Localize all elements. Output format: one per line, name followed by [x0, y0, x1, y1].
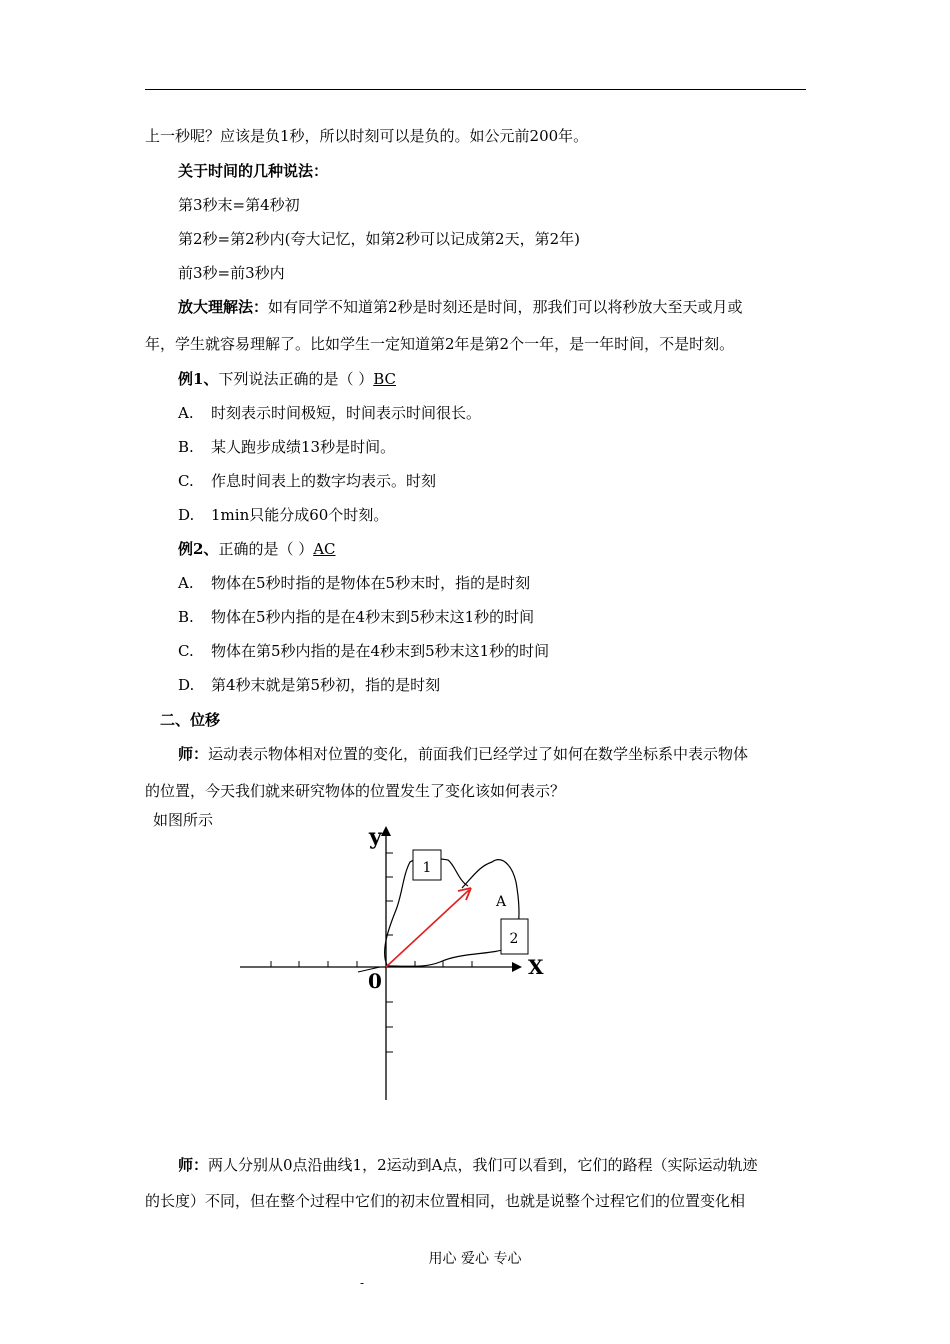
text-line: 的位置，今天我们就来研究物体的位置发生了变化该如何表示？ — [145, 782, 566, 800]
header-rule — [145, 89, 806, 90]
text-line: 上一秒呢？应该是负1秒，所以时刻可以是负的。如公元前200年。 — [145, 127, 589, 145]
paragraph-text: 两人分别从0点沿曲线1，2运动到A点，我们可以看到，它们的路程（实际运动轨迹 — [208, 1156, 758, 1174]
section-heading: 二、位移 — [160, 711, 221, 729]
option-item — [178, 437, 395, 457]
displacement-diagram — [230, 820, 550, 1105]
page-footer: 用心 爱心 专心 — [428, 1251, 522, 1267]
path-curve-2 — [387, 860, 519, 967]
figure-caption: 如图所示 — [153, 811, 214, 829]
method-label: 放大理解法： — [178, 298, 269, 316]
box-1-label: 1 — [422, 860, 432, 876]
paragraph-text: 运动表示物体相对位置的变化，前面我们已经学过了如何在数学坐标系中表示物体 — [208, 745, 749, 763]
option-key: A. — [178, 574, 194, 592]
option-item — [178, 471, 436, 491]
option-key: C. — [178, 642, 194, 660]
option-item — [178, 641, 549, 661]
option-key: A. — [178, 404, 194, 422]
option-text: 作息时间表上的数字均表示。时刻 — [211, 472, 437, 490]
option-text: 物体在5秒内指的是在4秒末到5秒末这1秒的时间 — [211, 608, 535, 626]
option-text: 时刻表示时间极短，时间表示时间很长。 — [211, 404, 482, 422]
option-item — [178, 607, 534, 627]
text-line: 的长度）不同，但在整个过程中它们的初末位置相同，也就是说整个过程它们的位置变化相 — [145, 1192, 746, 1210]
example-1-question — [178, 369, 396, 389]
section-subheading: 关于时间的几种说法： — [178, 162, 329, 180]
y-axis-label: y — [369, 824, 382, 850]
text-line — [178, 297, 743, 317]
option-key: B. — [178, 608, 194, 626]
example-label: 例1、 — [178, 370, 219, 388]
question-text: 正确的是（ ） — [218, 540, 314, 558]
option-item — [178, 403, 481, 423]
answer-text: AC — [313, 540, 336, 558]
option-key: D. — [178, 506, 195, 524]
option-text: 第4秒末就是第5秒初，指的是时刻 — [211, 676, 441, 694]
box-2-label: 2 — [509, 931, 519, 947]
option-key: B. — [178, 438, 194, 456]
option-text: 物体在第5秒内指的是在4秒末到5秒末这1秒的时间 — [211, 642, 550, 660]
option-text: 某人跑步成绩13秒是时间。 — [211, 438, 396, 456]
origin-label: 0 — [368, 969, 382, 993]
teacher-paragraph — [178, 744, 748, 764]
option-text: 1min只能分成60个时刻。 — [211, 506, 389, 524]
x-axis-label: X — [528, 955, 544, 979]
point-a-label: A — [496, 894, 507, 910]
option-key: D. — [178, 676, 195, 694]
text-line: 前3秒=前3秒内 — [178, 264, 285, 282]
method-text: 如有同学不知道第2秒是时刻还是时间，那我们可以将秒放大至天或月或 — [268, 298, 743, 316]
option-item — [178, 675, 440, 695]
x-axis-ticks — [271, 961, 472, 967]
example-2-question — [178, 539, 336, 559]
answer-text: BC — [373, 370, 396, 388]
teacher-label: 师： — [178, 745, 209, 763]
option-item — [178, 573, 530, 593]
text-line: 年，学生就容易理解了。比如学生一定知道第2年是第2个一年，是一年时间，不是时刻。 — [145, 335, 735, 353]
option-item — [178, 505, 388, 525]
teacher-label: 师： — [178, 1156, 209, 1174]
y-axis-ticks — [386, 853, 393, 1052]
page-number-mark: - — [360, 1276, 365, 1290]
option-key: C. — [178, 472, 194, 490]
text-line: 第2秒=第2秒内(夸大记忆，如第2秒可以记成第2天，第2年) — [178, 230, 580, 248]
text-line: 第3秒末=第4秒初 — [178, 196, 300, 214]
example-label: 例2、 — [178, 540, 219, 558]
option-text: 物体在5秒时指的是物体在5秒末时，指的是时刻 — [211, 574, 531, 592]
question-text: 下列说法正确的是（ ） — [218, 370, 374, 388]
teacher-paragraph — [178, 1155, 757, 1175]
